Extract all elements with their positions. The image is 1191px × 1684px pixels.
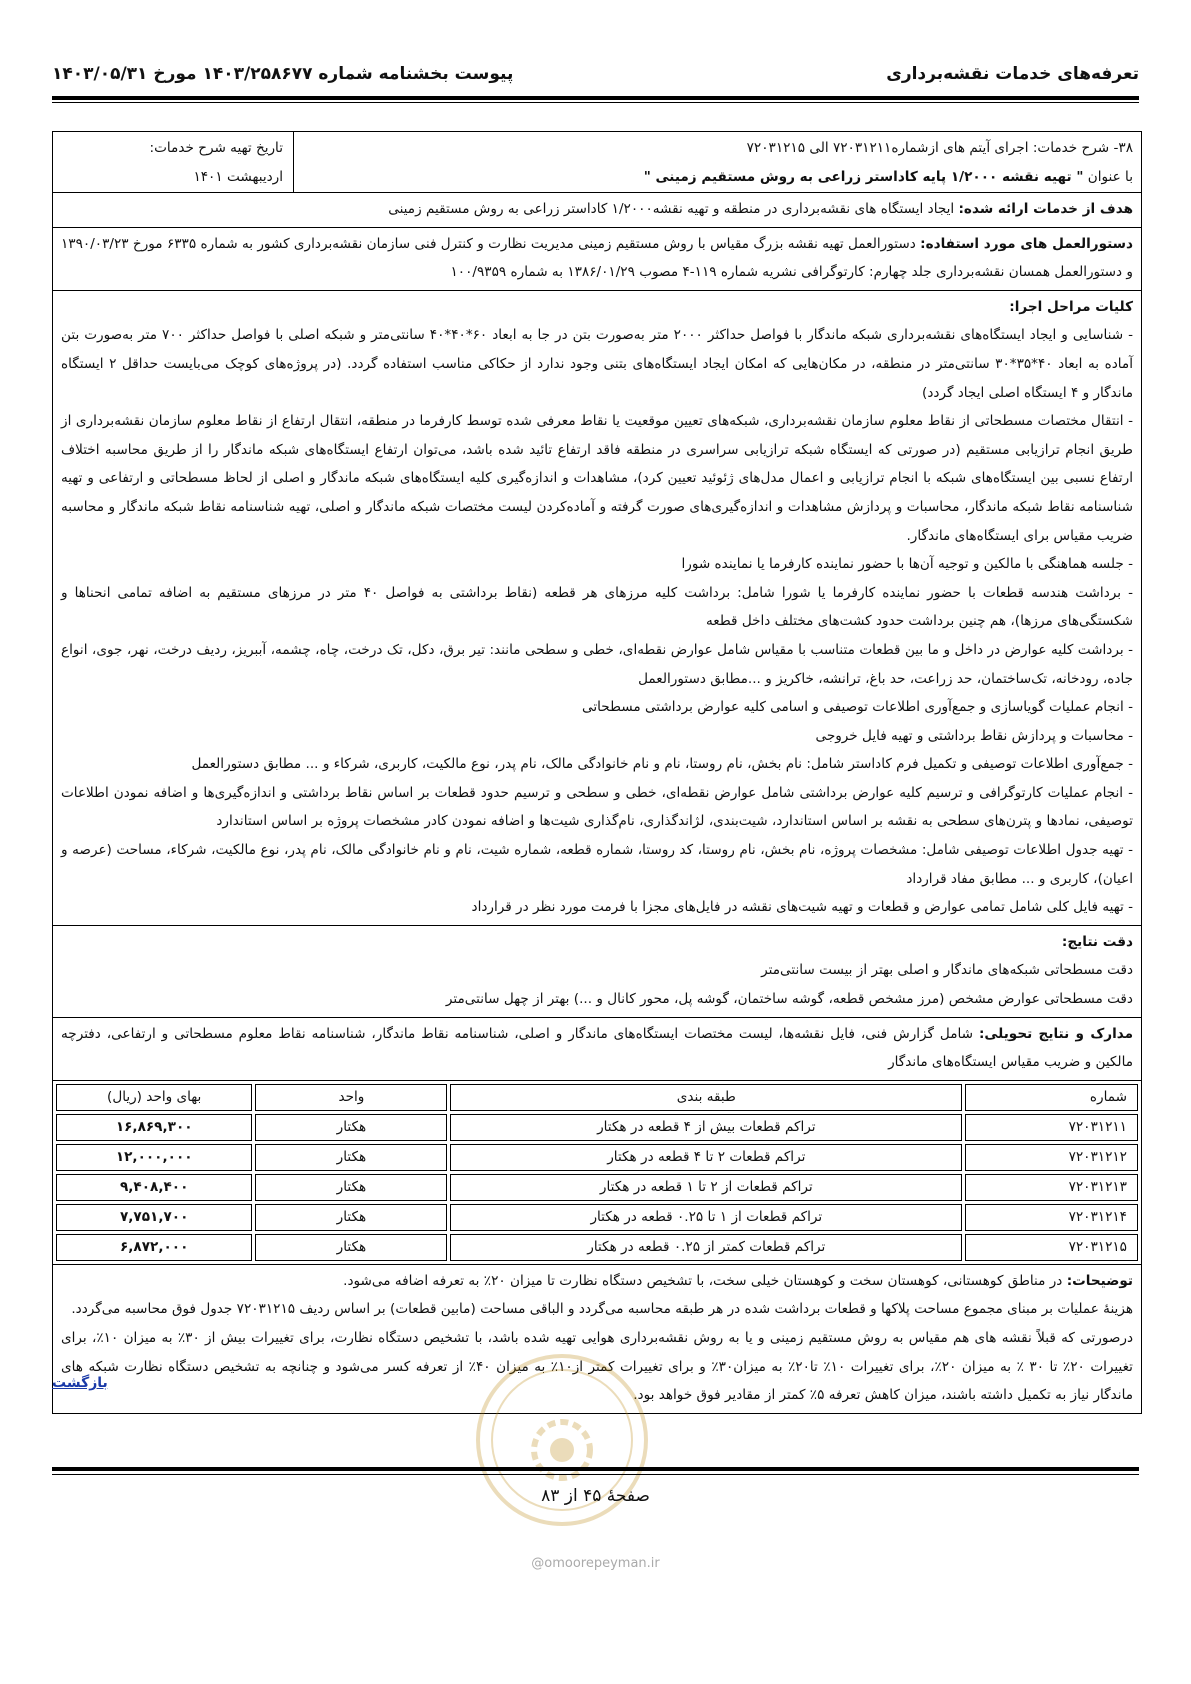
step-item: - برداشت هندسه قطعات با حضور نماینده کارفرما یا شورا شامل: برداشت کلیه مرزهای هر قطعه (نقاط برداشتی به فواصل ۴۰ متر در مرزهای مستقیم به اضافه تمامی انحناها و شکستگی‌های مرزها)، هم چنین برداشت حدود کشت‌های مختلف داخل قطعه	[61, 584, 1133, 630]
th-desc: طبقه بندی	[450, 1084, 962, 1111]
step-item: - انجام عملیات کارتوگرافی و ترسیم کلیه عوارض برداشتی شامل عوارض نقطه‌ای، خطی و سطحی و ترسیم حدود قطعات بر اساس نقاط برداشتی و اندازه‌گیری‌ها و اضافه نمودن اطلاعات توصیفی، نمادها و پترن‌های سطحی به نقشه بر اساس استاندارد، شیت‌بندی، لژاندگذاری، نام‌گذاری شیت‌ها و اضافه نمودن کادر مشخصات پروژه بر اساس استاندارد	[61, 784, 1133, 830]
footer-rule-thin	[52, 1474, 1139, 1475]
cell-code: ۷۲۰۳۱۲۱۳	[965, 1174, 1138, 1201]
cell-desc: تراکم قطعات از ۲ تا ۱ قطعه در هکتار	[450, 1174, 962, 1201]
step-item: - تهیه فایل کلی شامل تمامی عوارض و قطعات و تهیه شیت‌های نقشه در فایل‌های مجزا با فرمت مورد نظر در قرارداد	[471, 899, 1133, 916]
step-item: - جلسه هماهنگی با مالکین و توجیه آن‌ها با حضور نماینده کارفرما یا نماینده شورا	[681, 556, 1133, 573]
cell-unit: هکتار	[255, 1114, 447, 1141]
table-row	[56, 1234, 1138, 1261]
table-header-row	[56, 1084, 1138, 1111]
service-date-cell	[53, 132, 293, 192]
cell-price: ۹,۴۰۸,۴۰۰	[56, 1174, 252, 1201]
header-rule-thin	[52, 102, 1139, 103]
service-title-row	[53, 132, 1141, 193]
cell-price: ۱۲,۰۰۰,۰۰۰	[56, 1144, 252, 1171]
header-right-title: تعرفه‌های خدمات نقشه‌برداری	[886, 64, 1139, 84]
cell-unit: هکتار	[255, 1204, 447, 1231]
page-header	[52, 56, 1139, 92]
service-title-cell	[293, 132, 1141, 192]
step-item: - محاسبات و پردازش نقاط برداشتی و تهیه فایل خروجی	[815, 727, 1133, 744]
table-row	[56, 1174, 1138, 1201]
step-item: - شناسایی و ایجاد ایستگاه‌های نقشه‌برداری شبکه ماندگار با فواصل حداکثر ۲۰۰۰ متر به‌صورت بتن در جا به ابعاد ۶۰*۴۰*۴۰ سانتی‌متر و شبکه اصلی با فواصل حداکثر ۷۰۰ متر به‌صورت بتن آماده به ابعاد ۴۰*۳۵*۳۰ سانتی‌متر در منطقه، در مکان‌هایی که امکان ایجاد ایستگاه‌های بتنی وجود ندارد از حکاکی مناسب استفاده گردد. (در پروژه‌های کوچک می‌بایست حداقل ۲ ایستگاه ماندگار و ۴ ایستگاه اصلی ایجاد گردد)	[61, 327, 1133, 401]
table-row	[56, 1114, 1138, 1141]
goal-text: ایجاد ایستگاه های نقشه‌برداری در منطقه و تهیه نقشه۱/۲۰۰۰ کاداستر زراعی به روش مستقیم زمینی	[388, 201, 959, 217]
th-unit: واحد	[255, 1084, 447, 1111]
cell-price: ۷,۷۵۱,۷۰۰	[56, 1204, 252, 1231]
back-link[interactable]: بازگشت	[52, 1375, 108, 1391]
service-date-value: اردیبهشت ۱۴۰۱	[193, 168, 283, 185]
deliverables-text: شامل گزارش فنی، فایل نقشه‌ها، لیست مختصات ایستگاه‌های ماندگار و اصلی، شناسنامه نقاط ماندگار، شناسنامه نقاط معلوم مسطحاتی و ارتفاعی، دفترچه مالکین و ضریب مقیاس ایستگاه‌های ماندگار	[61, 1025, 1133, 1071]
cell-code: ۷۲۰۳۱۲۱۴	[965, 1204, 1138, 1231]
note-item: هزینهٔ عملیات بر مبنای مجموع مساحت پلاکها و قطعات برداشت شده در هر طبقه محاسبه می‌گردد و الباقی مساحت (مابین قطعات) بر اساس ردیف ۷۲۰۳۱۲۱۵ جدول فوق محاسبه می‌گردد.	[71, 1301, 1133, 1318]
rates-section	[53, 1081, 1141, 1265]
goal-label: هدف از خدمات ارائه شده:	[958, 201, 1133, 217]
service-date-label: تاریخ تهیه شرح خدمات:	[149, 140, 283, 156]
note-item: درصورتی که قبلاً نقشه های هم مقیاس به روش مستقیم زمینی و یا به روش نقشه‌برداری هوایی تهیه شده باشد، با تشخیص دستگاه نظارت، برای تغییرات بیش از ۳۰٪ به میزان ۱۰٪، برای تغییرات ۲۰٪ تا ۳۰ ٪ به میزان ۲۰٪، برای تغییرات ۱۰٪ تا۲۰٪ به میزان۳۰٪ و برای تغییرات کمتر از۱۰٪ به میزان ۴۰٪ از تعرفه کسر می‌شود و چنانچه به تشخیص دستگاه نظارت شبکه های ماندگار نیاز به تکمیل داشته باشند، میزان کاهش تعرفه ۵٪ کمتر از مقادیر فوق خواهد بود.	[61, 1330, 1133, 1404]
cell-desc: تراکم قطعات کمتر از ۰.۲۵ قطعه در هکتار	[450, 1234, 962, 1261]
notes-first: توضیحات: در مناطق کوهستانی، کوهستان سخت و کوهستان خیلی سخت، با تشخیص دستگاه نظارت تا میزان ۲۰٪ به تعرفه اضافه می‌شود.	[343, 1272, 1133, 1289]
page-number: صفحهٔ ۴۵ از ۸۳	[541, 1486, 650, 1506]
step-item: - جمع‌آوری اطلاعات توصیفی و تکمیل فرم کاداستر شامل: نام بخش، نام روستا، نام و نام خانوادگی مالک، نام پدر، نوع مالکیت، کاربری، شرکاء و ... مطابق دستورالعمل	[191, 756, 1133, 773]
service-line1: ۳۸- شرح خدمات: اجرای آیتم های ازشماره۷۲۰۳۱۲۱۱ الی ۷۲۰۳۱۲۱۵	[746, 140, 1133, 156]
th-price: بهای واحد (ریال)	[56, 1084, 252, 1111]
accuracy-label: دقت نتایج:	[1061, 933, 1133, 950]
cell-desc: تراکم قطعات از ۱ تا ۰.۲۵ قطعه در هکتار	[450, 1204, 962, 1231]
cell-unit: هکتار	[255, 1144, 447, 1171]
cell-price: ۱۶,۸۶۹,۳۰۰	[56, 1114, 252, 1141]
step-item: - تهیه جدول اطلاعات توصیفی شامل: مشخصات پروژه، نام بخش، نام روستا، کد روستا، شماره قطعه، شماره شیت، نام و نام خانوادگی مالک، نام پدر، نوع مالکیت، شرکاء، مساحت (عرصه و اعیان)، کاربری و ... مطابق مفاد قرارداد	[61, 842, 1133, 887]
table-row	[56, 1204, 1138, 1231]
step-item: - انجام عملیات گویاسازی و جمع‌آوری اطلاعات توصیفی و اسامی کلیه عوارض برداشتی مسطحاتی	[582, 699, 1133, 716]
service-box	[52, 131, 1142, 1414]
header-left-title: پیوست بخشنامه شماره ۱۴۰۳/۲۵۸۶۷۷ مورخ ۱۴۰۳/۰۵/۳۱	[52, 64, 514, 84]
cell-desc: تراکم قطعات بیش از ۴ قطعه در هکتار	[450, 1114, 962, 1141]
steps-section	[53, 291, 1141, 926]
table-row	[56, 1144, 1138, 1171]
service-title: " تهیه نقشه ۱/۲۰۰۰ پایه کاداستر زراعی به روش مستقیم زمینی "	[643, 168, 1084, 185]
service-line2: با عنوان " تهیه نقشه ۱/۲۰۰۰ پایه کاداستر زراعی به روش مستقیم زمینی "	[643, 168, 1133, 185]
deliverables-section	[53, 1018, 1141, 1081]
cell-unit: هکتار	[255, 1174, 447, 1201]
header-rule-thick	[52, 96, 1139, 100]
step-item: - انتقال مختصات مسطحاتی از نقاط معلوم سازمان نقشه‌برداری، شبکه‌های تعیین موقعیت یا نقاط معرفی شده توسط کارفرما در منطقه، انتقال ارتفاع از نقاط معلوم سازمان نقشه‌برداری از طریق انجام ترازیابی مستقیم (در صورتی که ایستگاه شبکه ترازیابی سراسری در منطقه فاقد ارتفاع تائید شده باشد، می‌توان ارتفاع ایستگاه‌های شبکه ماندگار را از طریق محاسبه اختلاف ارتفاع نسبی بین ایستگاه‌های شبکه با انجام ترازیابی و اعمال مدل‌های ژئوئید تعیین کرد)، مشاهدات و اندازه‌گیری کلیه ایستگاه‌های شبکه ماندگار و اصلی از لحاظ مسطحاتی و ارتفاعی و تهیه شناسنامه نقاط شبکه ماندگار، محاسبات و پردازش مشاهدات و اندازه‌گیری‌های صورت گرفته و آماده‌کردن لیست مختصات شبکه ماندگار و اصلی، تهیه شناسنامه نقاط شبکه ماندگار و محاسبه ضریب مقیاس برای ایستگاه‌های ماندگار.	[61, 413, 1133, 544]
rates-table	[53, 1081, 1141, 1264]
accuracy-item: دقت مسطحاتی شبکه‌های ماندگار و اصلی بهتر از بیست سانتی‌متر	[761, 962, 1133, 979]
cell-desc: تراکم قطعات ۲ تا ۴ قطعه در هکتار	[450, 1144, 962, 1171]
steps-label: کلیات مراحل اجرا:	[1009, 298, 1133, 315]
notes-label: توضیحات:	[1066, 1272, 1133, 1289]
instructions-label: دستورالعمل های مورد استفاده:	[920, 235, 1133, 252]
site-watermark: @omoorepeyman.ir	[531, 1556, 660, 1571]
goal-section	[53, 193, 1141, 228]
instructions-text: دستورالعمل تهیه نقشه بزرگ مقیاس با روش مستقیم زمینی مدیریت نظارت و کنترل فنی سازمان نقشه‌برداری کشور به شماره ۶۳۳۵ مورخ ۱۳۹۰/۰۳/۲۳ و دستورالعمل همسان نقشه‌برداری جلد چهارم: کارتوگرافی نشریه شماره ۱۱۹-۴ مصوب ۱۳۸۶/۰۱/۲۹ به شماره ۱۰۰/۹۳۵۹	[61, 235, 1133, 281]
instructions-section	[53, 228, 1141, 291]
accuracy-section	[53, 926, 1141, 1018]
cell-unit: هکتار	[255, 1234, 447, 1261]
cell-code: ۷۲۰۳۱۲۱۲	[965, 1144, 1138, 1171]
accuracy-item: دقت مسطحاتی عوارض مشخص (مرز مشخص قطعه، گوشه ساختمان، گوشه پل، محور کانال و ...) بهتر از چهل سانتی‌متر	[445, 991, 1133, 1008]
cell-code: ۷۲۰۳۱۲۱۱	[965, 1114, 1138, 1141]
footer-rule-thick	[52, 1467, 1139, 1471]
cell-code: ۷۲۰۳۱۲۱۵	[965, 1234, 1138, 1261]
deliverables-label: مدارک و نتایج تحویلی:	[978, 1025, 1133, 1042]
step-item: - برداشت کلیه عوارض در داخل و ما بین قطعات متناسب با مقیاس شامل عوارض نقطه‌ای، خطی و سطحی مانند: تیر برق، دکل، تک درخت، چاه، چشمه، آببریز، ردیف درخت، نهر، جوی، انواع جاده، رودخانه، تک‌ساختمان، حد زراعت، حد باغ، ترانشه، خاکریز و ...مطابق دستورالعمل	[61, 641, 1133, 687]
th-code: شماره	[965, 1084, 1138, 1111]
cell-price: ۶,۸۷۲,۰۰۰	[56, 1234, 252, 1261]
